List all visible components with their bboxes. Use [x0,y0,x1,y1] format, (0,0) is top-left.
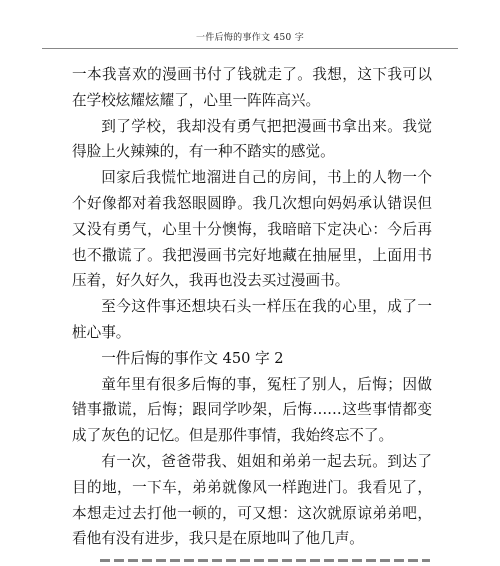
paragraph-3: 回家后我慌忙地溜进自己的房间，书上的人物一个个好像都对着我怒眼圆睁。我几次想向妈妈承认错误但又没有勇气，心里十分懊悔，我暗暗下定决心：今后再也不撒谎了。我把漫画书完好地藏在抽屉里，上面用书压着，好久好久，我再也没去买过漫画书。 [72,169,432,290]
paragraph-6: 有一次，爸爸带我、姐姐和弟弟一起去玩。到达了目的地，一下车，弟弟就像风一样跑进门。我看见了，本想走过去打他一顿的，可又想：这次就原谅弟弟吧，看他有没有进步，我只是在原地叫了他几声。 [72,452,432,548]
cut-off-text-line [100,555,430,563]
section-heading: 一件后悔的事作文 450 字 2 [101,349,284,367]
paragraph-5: 童年里有很多后悔的事，冤枉了别人，后悔；因做错事撒谎，后悔；跟同学吵架，后悔……这些事情都变成了灰色的记忆。但是那件事情，我始终忘不了。 [72,375,432,445]
page-header-title: 一件后悔的事作文 450 字 [195,33,305,43]
document-body [72,62,432,552]
paragraph-2: 到了学校，我却没有勇气把把漫画书拿出来。我觉得脸上火辣辣的，有一种不踏实的感觉。 [72,117,432,161]
header-divider [42,48,458,49]
paragraph-4: 至今这件事还想块石头一样压在我的心里，成了一桩心事。 [72,298,432,341]
paragraph-1: 一本我喜欢的漫画书付了钱就走了。我想，这下我可以在学校炫耀炫耀了，心里一阵阵高兴。 [72,66,432,109]
